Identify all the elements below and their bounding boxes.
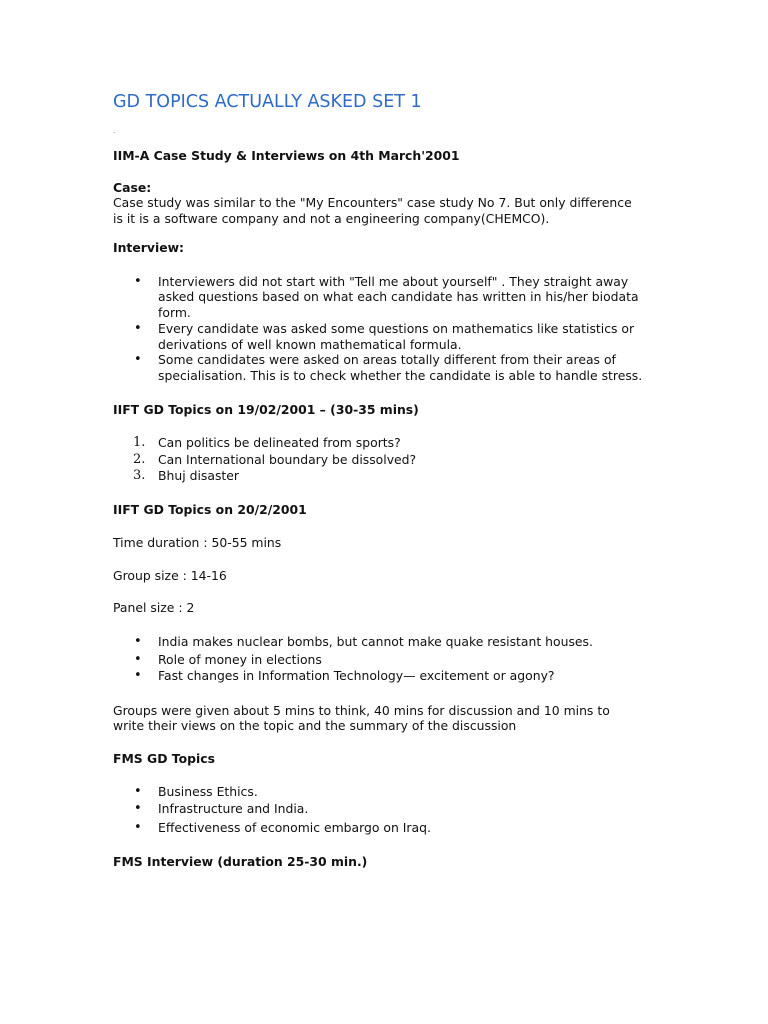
numbered-item [133, 452, 417, 468]
list-item-text: Role of money in elections [158, 652, 322, 667]
list-item [134, 820, 431, 836]
list-item [134, 274, 629, 290]
list-item [134, 652, 322, 668]
list-item [134, 352, 616, 368]
numbered-item [133, 468, 239, 484]
list-item-text: Business Ethics. [158, 784, 258, 799]
case-heading: Case: [113, 180, 152, 195]
time-duration: Time duration : 50-55 mins [113, 535, 282, 550]
list-item-text: Effectiveness of economic embargo on Iraq. [158, 820, 431, 835]
list-item-continuation: asked questions based on what each candidate has written in his/her biodata [158, 289, 639, 304]
list-item [134, 321, 635, 337]
case-text-line-1: Case study was similar to the "My Encounters" case study No 7. But only difference [113, 195, 632, 210]
list-item-continuation: specialisation. This is to check whether the candidate is able to handle stress. [158, 368, 643, 383]
list-item [134, 784, 258, 800]
groups-note-line-2: write their views on the topic and the summary of the discussion [113, 718, 517, 733]
bullet-icon: • [134, 352, 142, 367]
list-item-text: Infrastructure and India. [158, 801, 309, 816]
list-item-continuation: derivations of well known mathematical formula. [158, 337, 462, 352]
case-text-line-2: is it is a software company and not a engineering company(CHEMCO). [113, 211, 550, 226]
section-heading-iift-2: IIFT GD Topics on 20/2/2001 [113, 502, 307, 517]
bullet-icon: • [134, 668, 142, 683]
section-heading-iift-1: IIFT GD Topics on 19/02/2001 – (30-35 mins) [113, 402, 419, 417]
bullet-icon: • [134, 274, 142, 289]
group-size: Group size : 14-16 [113, 568, 227, 583]
list-item [134, 634, 593, 650]
numbered-item-text: Can politics be delineated from sports? [158, 435, 401, 450]
numbered-item [133, 435, 401, 451]
separator-dot: . [113, 126, 116, 135]
item-number: 2. [133, 452, 146, 467]
bullet-icon: • [134, 820, 142, 835]
list-item [134, 668, 555, 684]
numbered-item-text: Bhuj disaster [158, 468, 239, 483]
bullet-icon: • [134, 321, 142, 336]
list-item-text: Every candidate was asked some questions on mathematics like statistics or [158, 321, 635, 336]
list-item-text: India makes nuclear bombs, but cannot make quake resistant houses. [158, 634, 593, 649]
numbered-item-text: Can International boundary be dissolved? [158, 452, 417, 467]
bullet-icon: • [134, 784, 142, 799]
groups-note-line-1: Groups were given about 5 mins to think, 40 mins for discussion and 10 mins to [113, 703, 610, 718]
panel-size: Panel size : 2 [113, 600, 195, 615]
item-number: 1. [133, 435, 146, 450]
list-item [134, 801, 309, 817]
document-title: GD TOPICS ACTUALLY ASKED SET 1 [113, 92, 422, 112]
list-item-continuation: form. [158, 305, 191, 320]
bullet-icon: • [134, 801, 142, 816]
list-item-text: Fast changes in Information Technology— excitement or agony? [158, 668, 555, 683]
bullet-icon: • [134, 652, 142, 667]
section-heading-iima: IIM-A Case Study & Interviews on 4th March'2001 [113, 148, 460, 163]
interview-heading: Interview: [113, 240, 184, 255]
list-item-text: Interviewers did not start with "Tell me about yourself" . They straight away [158, 274, 629, 289]
item-number: 3. [133, 468, 146, 483]
section-heading-fms: FMS GD Topics [113, 751, 215, 766]
list-item-text: Some candidates were asked on areas totally different from their areas of [158, 352, 616, 367]
section-heading-fms-interview: FMS Interview (duration 25-30 min.) [113, 854, 368, 869]
bullet-icon: • [134, 634, 142, 649]
